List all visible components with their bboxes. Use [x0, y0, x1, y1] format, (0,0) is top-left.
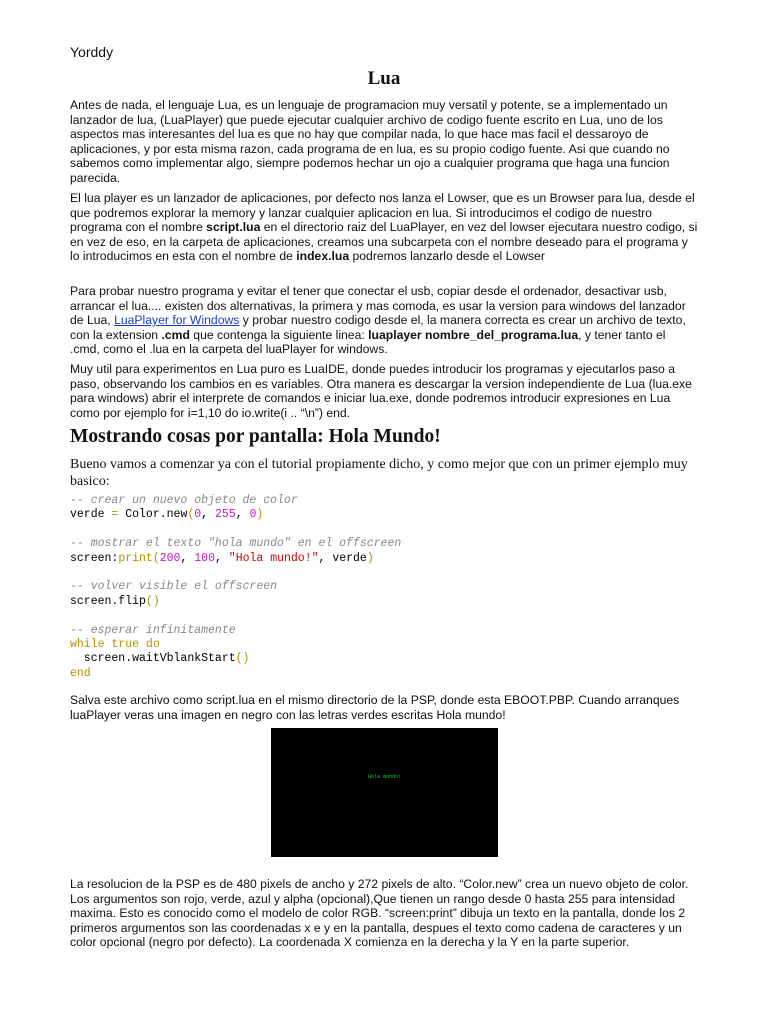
- code-paren: ): [256, 508, 264, 522]
- intro-paragraph-2: [70, 191, 698, 264]
- after-code-paragraph: Salva este archivo como script.lua en el mismo directorio de la PSP, donde esta EBOOT.PBP. Cuando arranques luaPlayer veras una imagen en negro con las letras verdes escritas Hola mundo!: [70, 693, 680, 722]
- code-number: 0: [249, 508, 257, 522]
- cmd-extension: .cmd: [161, 327, 190, 342]
- text-run: en el directorio raiz del LuaPlayer, en vez del lowser ejecutara nuestro codigo, si en vez de eso, en la carpeta de aplicaciones, creamos una subcarpeta con el nombre deseado para el programa y lo introducimos en esta con el nombre de: [70, 220, 698, 263]
- code-comment: -- crear un nuevo objeto de color: [70, 494, 298, 507]
- code-token: ,: [235, 508, 250, 522]
- code-paren: (: [152, 551, 160, 565]
- filename-index: index.lua: [296, 249, 350, 263]
- code-keyword: end: [70, 666, 91, 680]
- section-heading: Mostrando cosas por pantalla: Hola Mundo!: [70, 426, 441, 447]
- code-string: "Hola mundo!": [228, 551, 319, 565]
- code-number: 200: [159, 551, 181, 565]
- text-run: que contenga la siguiente linea:: [189, 327, 369, 342]
- intro-paragraph-1: Antes de nada, el lenguaje Lua, es un lenguaje de programacion muy versatil y potente, se a implementado un lanzador de lua, (LuaPlayer) que puede ejecutar cualquier archivo de codigo fuente escrito en Lua, uno de los aspectos mas interesantes del lua es que no hay que compilar nada, lo que hace mas facil el dessaroyo de aplicaciones, y por esta misma razon, cada programa de en lua, es su propio codigo fuente. Asi que cuando no sabemos como implementar algo, siempre podemos hechar un ojo a cualquier programa que haga una funcion parecida.: [70, 98, 670, 185]
- code-token: verde: [70, 508, 112, 522]
- code-token: ,: [214, 551, 229, 565]
- text-run: y probar nuestro codigo desde el, la manera correcta es crear un archivo de texto, con la extension: [70, 313, 686, 342]
- filename-script: script.lua: [206, 220, 261, 234]
- code-token: Color.new: [118, 508, 188, 522]
- text-run: , y tener tanto el .cmd, como el .lua en la carpeta del luaPlayer for windows.: [70, 327, 666, 356]
- intro-paragraph-4: Muy util para experimentos en Lua puro es LuaIDE, donde puedes introducir los programas y ejecutarlos paso a paso, observando los cambios en es variables. Otra manera es descargar la version independiente de Lua (lua.exe para windows) abrir el interprete de comandos e iniciar lua.exe, donde podremos introducir expresiones en Lua como por ejemplo for i=1,10 do io.write(i .. “\n”) end.: [70, 362, 692, 420]
- code-paren: (: [187, 508, 195, 522]
- intro-paragraph-3: [70, 284, 698, 357]
- code-token: screen.waitVblankStart: [70, 652, 236, 666]
- command-line: luaplayer nombre_del_programa.lua: [368, 327, 579, 342]
- code-number: 255: [214, 508, 236, 522]
- code-function: print: [118, 551, 153, 565]
- code-token: screen.flip: [70, 594, 146, 608]
- code-keyword: while true do: [70, 638, 160, 652]
- text-run: El lua player es un lanzador de aplicaciones, por defecto nos lanza el Lowser, que es un Browser para lua, desde el que podremos explorar la memory y lanzar cualquier aplicacion en lua. Si introducimos el codigo de nuestro programa con el nombre: [70, 191, 695, 234]
- section-lead: Bueno vamos a comenzar ya con el tutorial propiamente dicho, y como mejor que con un primer ejemplo muy basico:: [70, 457, 688, 489]
- code-comment: -- esperar infinitamente: [70, 623, 236, 637]
- psp-output-screenshot: [271, 728, 498, 857]
- author-name: Yorddy: [70, 44, 114, 60]
- code-number: 0: [194, 508, 202, 522]
- page-title: Lua: [367, 68, 401, 89]
- code-operator: =: [111, 508, 119, 522]
- code-comment: -- mostrar el texto "hola mundo" en el offscreen: [70, 537, 402, 551]
- text-run: Para probar nuestro programa y evitar el tener que conectar el usb, copiar desde el ordenador, desactivar usb, arrancar el lua.... existen dos alternativas, la primera y mas comoda, es usar la version para windows del lanzador de Lua,: [70, 284, 686, 327]
- code-paren: ): [366, 551, 374, 565]
- code-block: [70, 494, 401, 681]
- psp-output-text: Hola mundo!: [367, 774, 401, 780]
- text-run: podremos lanzarlo desde el Lowser: [349, 249, 545, 263]
- code-paren: (): [235, 652, 250, 666]
- code-paren: (): [145, 594, 160, 608]
- code-number: 100: [194, 551, 215, 565]
- code-comment: -- volver visible el offscreen: [70, 580, 278, 594]
- code-token: , verde: [318, 551, 367, 565]
- closing-paragraph: La resolucion de la PSP es de 480 pixels de ancho y 272 pixels de alto. “Color.new” crea un nuevo objeto de color. Los argumentos son rojo, verde, azul y alpha (opcional),Que tienen un rango desde 0 hasta 255 para intensidad maxima. Esto es conocido como el modelo de color RGB. “screen:print” dibuja un texto en la pantalla, donde los 2 primeros argumentos son las coordenadas x e y en la pantalla, despues el texto como cadena de caracteres y un color opcional (negro por defecto). La coordenada X comienza en la derecha y la Y en la parte superior.: [70, 877, 689, 949]
- luaplayer-windows-link[interactable]: LuaPlayer for Windows: [114, 313, 240, 327]
- code-token: ,: [180, 551, 195, 565]
- code-token: screen:: [70, 551, 119, 565]
- code-token: ,: [201, 508, 215, 522]
